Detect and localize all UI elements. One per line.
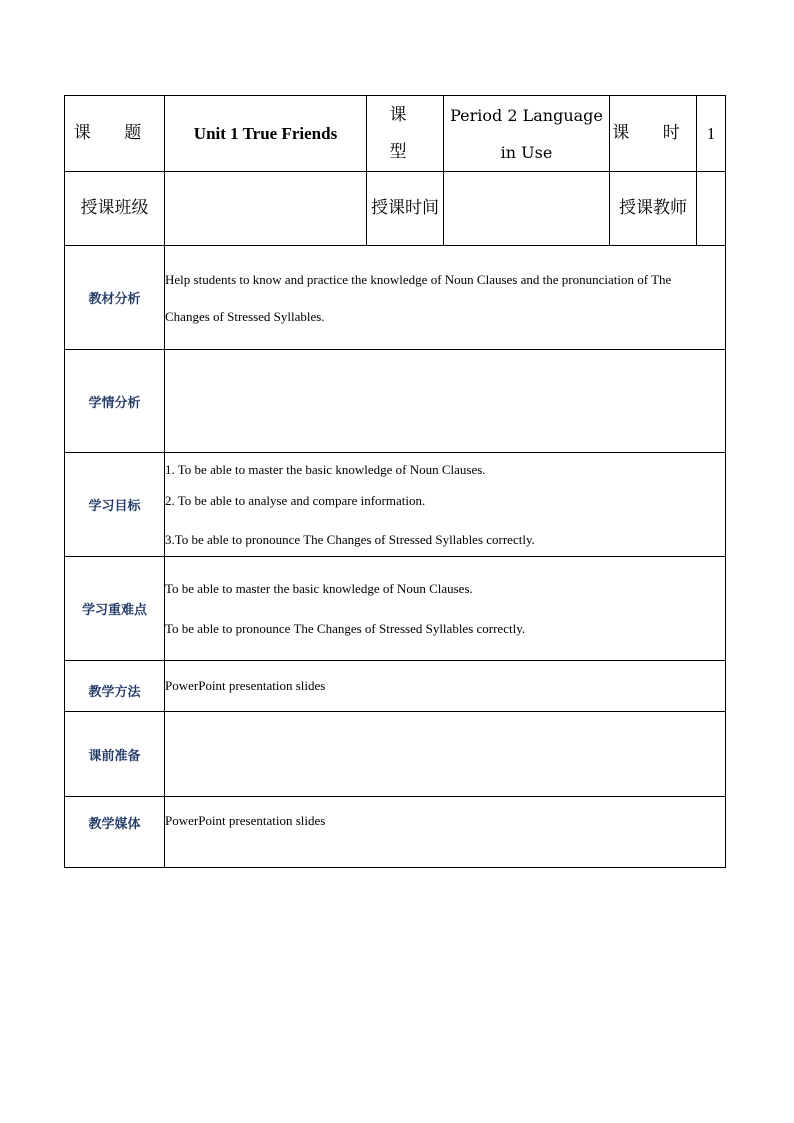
class-hours-label: 课 时 bbox=[610, 96, 697, 172]
prep-text bbox=[165, 712, 726, 797]
prep-label: 课前准备 bbox=[65, 712, 165, 797]
header-row-2 bbox=[65, 172, 726, 246]
teacher-label: 授课教师 bbox=[610, 172, 697, 246]
period-title: Period 2 Language in Use bbox=[444, 96, 610, 172]
method-text: PowerPoint presentation slides bbox=[165, 661, 726, 712]
media-text: PowerPoint presentation slides bbox=[165, 797, 726, 868]
row-students bbox=[65, 350, 726, 453]
material-line-1: Help students to know and practice the knowledge of Noun Clauses and the pronunciation of The bbox=[165, 271, 672, 287]
goal-line-3: 3.To be able to pronounce The Changes of Stressed Syllables correctly. bbox=[165, 531, 535, 547]
goal-line-1: 1. To be able to master the basic knowledge of Noun Clauses. bbox=[165, 461, 486, 477]
row-key-points bbox=[65, 557, 726, 661]
key-point-line-1: To be able to master the basic knowledge of Noun Clauses. bbox=[165, 580, 473, 596]
header-row-1 bbox=[65, 96, 726, 172]
material-line-2: Changes of Stressed Syllables. bbox=[165, 308, 325, 324]
row-method bbox=[65, 661, 726, 712]
goals-text bbox=[165, 453, 726, 557]
students-label: 学情分析 bbox=[65, 350, 165, 453]
lesson-plan-table bbox=[64, 95, 726, 868]
students-text bbox=[165, 350, 726, 453]
row-media bbox=[65, 797, 726, 868]
lesson-type-label: 课 型 bbox=[367, 96, 444, 172]
teacher-value bbox=[697, 172, 726, 246]
key-points-label: 学习重难点 bbox=[65, 557, 165, 661]
class-label: 授课班级 bbox=[65, 172, 165, 246]
row-material bbox=[65, 246, 726, 350]
row-prep bbox=[65, 712, 726, 797]
material-label: 教材分析 bbox=[65, 246, 165, 350]
media-label: 教学媒体 bbox=[65, 797, 165, 868]
method-label: 教学方法 bbox=[65, 661, 165, 712]
topic-label: 课 题 bbox=[65, 96, 165, 172]
time-label: 授课时间 bbox=[367, 172, 444, 246]
goal-line-2: 2. To be able to analyse and compare information. bbox=[165, 492, 426, 508]
row-goals bbox=[65, 453, 726, 557]
key-point-line-2: To be able to pronounce The Changes of Stressed Syllables correctly. bbox=[165, 620, 526, 636]
time-value bbox=[444, 172, 610, 246]
class-value bbox=[165, 172, 367, 246]
class-hours-value: 1 bbox=[697, 96, 726, 172]
unit-title: Unit 1 True Friends bbox=[165, 96, 367, 172]
goals-label: 学习目标 bbox=[65, 453, 165, 557]
material-text bbox=[165, 246, 726, 350]
key-points-text bbox=[165, 557, 726, 661]
